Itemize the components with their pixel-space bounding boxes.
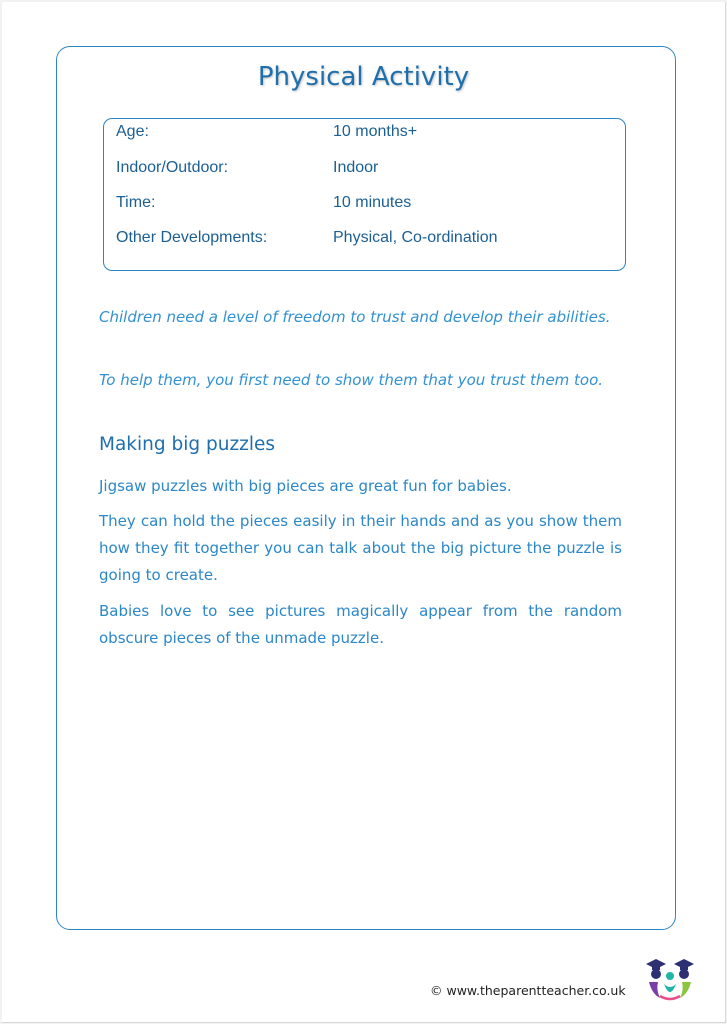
info-value-location: Indoor bbox=[333, 159, 379, 176]
body-paragraph-3: Babies love to see pictures magically appear from the random obscure pieces of the unmade puzzle. bbox=[99, 602, 622, 647]
page-title: Physical Activity bbox=[257, 62, 470, 92]
section-heading: Making big puzzles bbox=[99, 434, 276, 455]
body-paragraph-1: Jigsaw puzzles with big pieces are great fun for babies. bbox=[99, 477, 512, 495]
copyright-link[interactable]: © www.theparentteacher.co.uk bbox=[430, 983, 626, 998]
info-label-age: Age: bbox=[116, 123, 149, 140]
info-value-age: 10 months+ bbox=[333, 123, 418, 140]
info-value-developments: Physical, Co-ordination bbox=[333, 229, 498, 246]
info-label-time: Time: bbox=[116, 194, 156, 211]
info-value-time: 10 minutes bbox=[333, 194, 412, 211]
intro-paragraph-1: Children need a level of freedom to trust and develop their abilities. bbox=[99, 308, 611, 326]
family-graduation-cap-logo-icon bbox=[644, 954, 696, 1006]
info-label-developments: Other Developments: bbox=[116, 229, 268, 246]
intro-paragraph-2: To help them, you first need to show them that you trust them too. bbox=[99, 371, 604, 389]
info-label-location: Indoor/Outdoor: bbox=[116, 159, 229, 176]
body-paragraph-2: They can hold the pieces easily in their hands and as you show them how they fit together you can talk about the big picture the puzzle is going to create. bbox=[99, 512, 622, 584]
